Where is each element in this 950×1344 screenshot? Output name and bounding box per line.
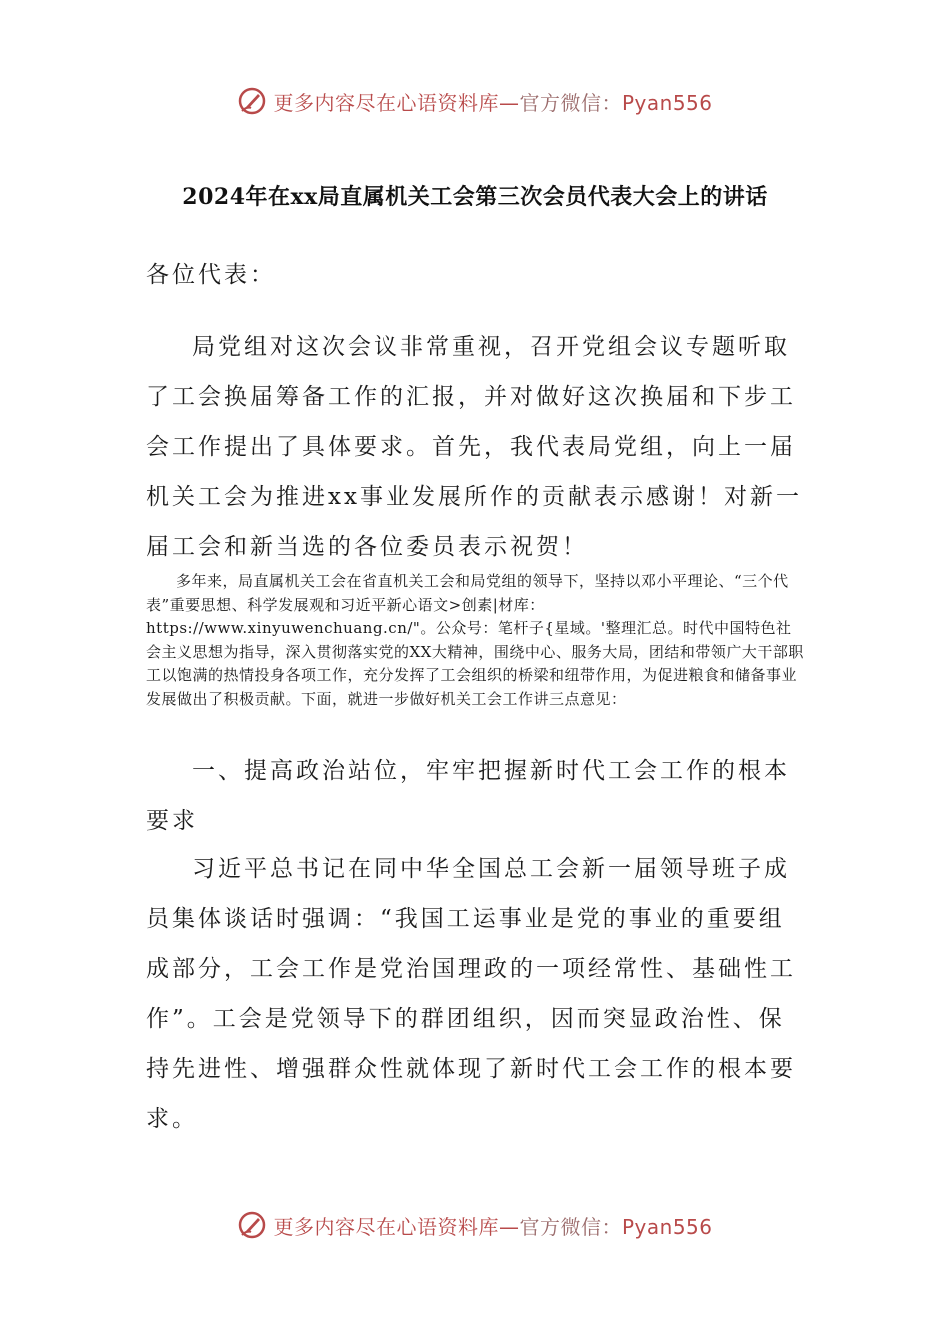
paragraph-3: 习近平总书记在同中华全国总工会新一届领导班子成员集体谈话时强调：“我国工运事业是党的事业的重要组成部分，工会工作是党治国理政的一项经常性、基础性工作”。工会是党领导下的群团组织，因而突显政治性、保持先进性、增强群众性就体现了新时代工会工作的根本要求。: [146, 856, 796, 1132]
document-title: 2024年在xx局直属机关工会第三次会员代表大会上的讲话: [182, 184, 768, 210]
banner-slogan: 更多内容尽在心语资料库—: [273, 90, 520, 115]
footer-banner: [0, 1210, 950, 1240]
pen-logo-icon: [237, 86, 267, 116]
banner-wechat-id: Pyan556: [621, 1214, 713, 1239]
paragraph-1: 局党组对这次会议非常重视，召开党组会议专题听取了工会换届筹备工作的汇报，并对做好这次换届和下步工会工作提出了具体要求。首先，我代表局党组，向上一届机关工会为推进xx事业发展所作的贡献表示感谢！对新一届工会和新当选的各位委员表示祝贺！: [146, 334, 802, 560]
banner-text: [273, 1211, 712, 1240]
banner-wechat-label: 官方微信：: [519, 1214, 622, 1239]
paragraph-2: 多年来，局直属机关工会在省直机关工会和局党组的领导下，坚持以邓小平理论、“三个代表”重要思想、科学发展观和习近平新心语文>创素|材库：https://www.xinyuwenchuang.cn/"。公众号：笔杆子{星域。'整理汇总。时代中国特色社会主义思想为指导，深入贯彻落实党的XX大精神，围绕中心、服务大局，团结和带领广大干部职工以饱满的热情投身各项工作，充分发挥了工会组织的桥梁和纽带作用，为促进粮食和储备事业发展做出了积极贡献。下面，就进一步做好机关工会工作讲三点意见：: [146, 572, 804, 708]
banner-wechat-label: 官方微信：: [519, 90, 622, 115]
header-banner: [0, 86, 950, 116]
banner-slogan: 更多内容尽在心语资料库—: [273, 1214, 520, 1239]
banner-text: [273, 87, 712, 116]
salutation: 各位代表：: [146, 262, 276, 288]
section-heading-1: 一、提高政治站位，牢牢把握新时代工会工作的根本要求: [146, 758, 790, 834]
banner-wechat-id: Pyan556: [621, 90, 713, 115]
pen-logo-icon: [237, 1210, 267, 1240]
